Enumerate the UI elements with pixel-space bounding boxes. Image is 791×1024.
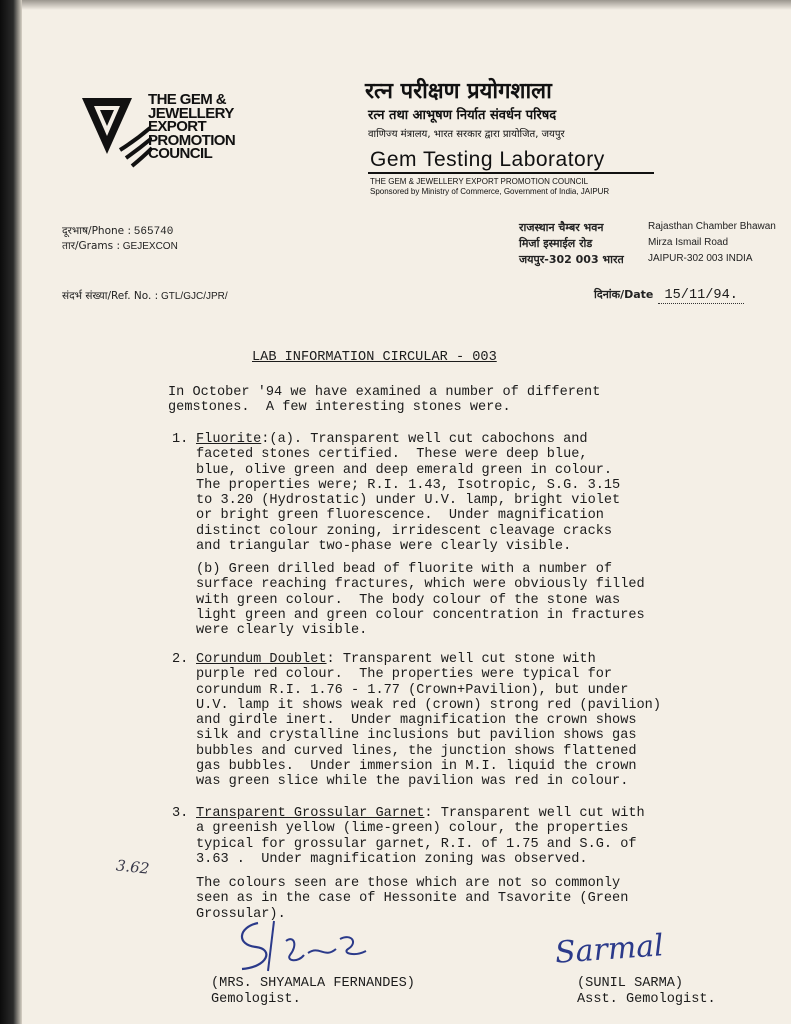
- lab-sponsor: Sponsored by Ministry of Commerce, Government of India, JAIPUR: [370, 187, 610, 196]
- text-line: and triangular two-phase were clearly visible.: [196, 539, 572, 555]
- address-hi-line: जयपुर-302 003 भारत: [519, 253, 624, 266]
- date-line: [594, 283, 744, 303]
- text-line: (b) Green drilled bead of fluorite with a number of: [196, 562, 613, 577]
- page-top-shadow: [22, 0, 791, 10]
- item2-first-line: [196, 652, 661, 667]
- text-line: with green colour. The body colour of the stone was: [196, 592, 621, 608]
- text-line: bubbles and curved lines, the junction shows flattened: [196, 743, 637, 759]
- text-line: gas bubbles. Under immersion in M.I. liquid the crown: [196, 759, 637, 775]
- right-signatory-title: Asst. Gemologist.: [577, 992, 716, 1007]
- lab-subtitle: THE GEM & JEWELLERY EXPORT PROMOTION COUNCIL: [370, 177, 589, 186]
- text-line: blue, olive green and deep emerald green in colour.: [196, 462, 613, 478]
- council-name-line: EXPORT: [148, 118, 207, 135]
- text-line: were clearly visible.: [196, 623, 368, 639]
- text-line: 3.63 . Under magnification zoning was observed.: [196, 851, 588, 867]
- ref-value: GTL/GJC/JPR/: [160, 291, 228, 302]
- phone-label: दूरभाष/Phone :: [62, 225, 131, 237]
- left-signature-icon: [228, 915, 378, 975]
- address-en-line: JAIPUR-302 003 INDIA: [648, 253, 753, 264]
- council-name-line: THE GEM &: [148, 91, 226, 108]
- text-line: seen as in the case of Hessonite and Tsavorite (Green: [196, 891, 629, 907]
- grams-value: GEJEXCON: [122, 241, 178, 252]
- text-line: typical for grossular garnet, R.I. of 1.75 and S.G. of: [196, 836, 637, 852]
- circular-heading: LAB INFORMATION CIRCULAR - 003: [252, 350, 497, 365]
- left-signatory-title: Gemologist.: [211, 992, 301, 1007]
- margin-note: 3.62: [115, 856, 151, 878]
- hindi-ministry: वाणिज्य मंत्रालय, भारत सरकार द्वारा प्रायोजित, जयपुर: [368, 129, 565, 140]
- lab-title: Gem Testing Laboratory: [370, 148, 605, 171]
- item3-number: 3.: [172, 806, 189, 821]
- title-rule: [368, 172, 654, 174]
- text-line: corundum R.I. 1.76 - 1.77 (Crown+Pavilion), but under: [196, 682, 629, 698]
- right-signatory-name: (SUNIL SARMA): [577, 976, 684, 991]
- address-hi-line: मिर्जा इस्माईल रोड: [519, 237, 593, 250]
- item3-first-text: : Transparent well cut with: [424, 806, 645, 821]
- item1-title: Fluorite: [196, 432, 262, 447]
- council-name-line: COUNCIL: [148, 145, 213, 162]
- council-name: [148, 93, 235, 161]
- address-hi-line: राजस्थान चैम्बर भवन: [519, 221, 604, 234]
- intro-paragraph: [168, 385, 600, 416]
- phone-value: 565740: [133, 226, 174, 238]
- text-line: In October '94 we have examined a number of different: [168, 385, 601, 400]
- item2-first-text: : Transparent well cut stone with: [326, 652, 596, 667]
- council-logo-icon: [80, 92, 152, 174]
- text-line: distinct colour zoning, irridescent cleavage cracks: [196, 523, 613, 539]
- item3-first-line: [196, 806, 645, 821]
- binder-edge: [0, 0, 22, 1024]
- text-line: The properties were; R.I. 1.43, Isotropic, S.G. 3.15: [196, 477, 621, 493]
- item1-first-text: :(a). Transparent well cut cabochons and: [261, 432, 588, 447]
- item2-number: 2.: [172, 652, 189, 667]
- item1-first-line: [196, 432, 620, 447]
- council-name-line: JEWELLERY: [148, 104, 234, 122]
- item1-block: [196, 432, 620, 554]
- grams-line: [62, 239, 178, 253]
- hindi-subtitle: रत्न तथा आभूषण निर्यात संवर्धन परिषद: [368, 108, 557, 123]
- item2-block: [196, 652, 661, 790]
- phone-line: [62, 224, 173, 238]
- text-line: was green slice while the pavilion was red in colour.: [196, 774, 629, 790]
- text-line: to 3.20 (Hydrostatic) under U.V. lamp, bright violet: [196, 493, 621, 509]
- council-name-line: PROMOTION: [148, 131, 236, 149]
- item2-title: Corundum Doublet: [196, 652, 327, 667]
- ref-label: संदर्भ संख्या/Ref. No. :: [62, 290, 159, 302]
- item3-title: Transparent Grossular Garnet: [196, 806, 425, 821]
- address-en-line: Rajasthan Chamber Bhawan: [648, 221, 776, 232]
- date-label: दिनांक/Date: [594, 288, 654, 301]
- item3-block: [196, 806, 645, 867]
- text-line: or bright green fluorescence. Under magnification: [196, 508, 604, 524]
- text-line: light green and green colour concentration in fractures: [196, 607, 645, 623]
- text-line: gemstones. A few interesting stones were.: [168, 400, 511, 416]
- date-value: 15/11/94.: [658, 288, 743, 304]
- text-line: silk and crystalline inclusions but pavilion shows gas: [196, 728, 637, 744]
- right-signature-script: Sarmal: [553, 928, 665, 971]
- address-en-line: Mirza Ismail Road: [648, 237, 729, 248]
- item1-number: 1.: [172, 432, 189, 447]
- text-line: Grossular).: [196, 906, 286, 922]
- text-line: U.V. lamp it shows weak red (crown) strong red (pavilion): [196, 697, 661, 713]
- text-line: The colours seen are those which are not so commonly: [196, 876, 621, 891]
- left-signatory-name: (MRS. SHYAMALA FERNANDES): [211, 976, 415, 991]
- text-line: and girdle inert. Under magnification the crown shows: [196, 713, 637, 729]
- text-line: a greenish yellow (lime-green) colour, the properties: [196, 821, 629, 837]
- text-line: faceted stones certified. These were deep blue,: [196, 447, 588, 463]
- ref-line: [62, 289, 228, 303]
- hindi-title: रत्न परीक्षण प्रयोगशाला: [365, 79, 552, 104]
- text-line: purple red colour. The properties were typical for: [196, 667, 613, 683]
- grams-label: तार/Grams :: [62, 240, 120, 252]
- item1b-block: [196, 562, 645, 638]
- text-line: surface reaching fractures, which were obviously filled: [196, 577, 645, 593]
